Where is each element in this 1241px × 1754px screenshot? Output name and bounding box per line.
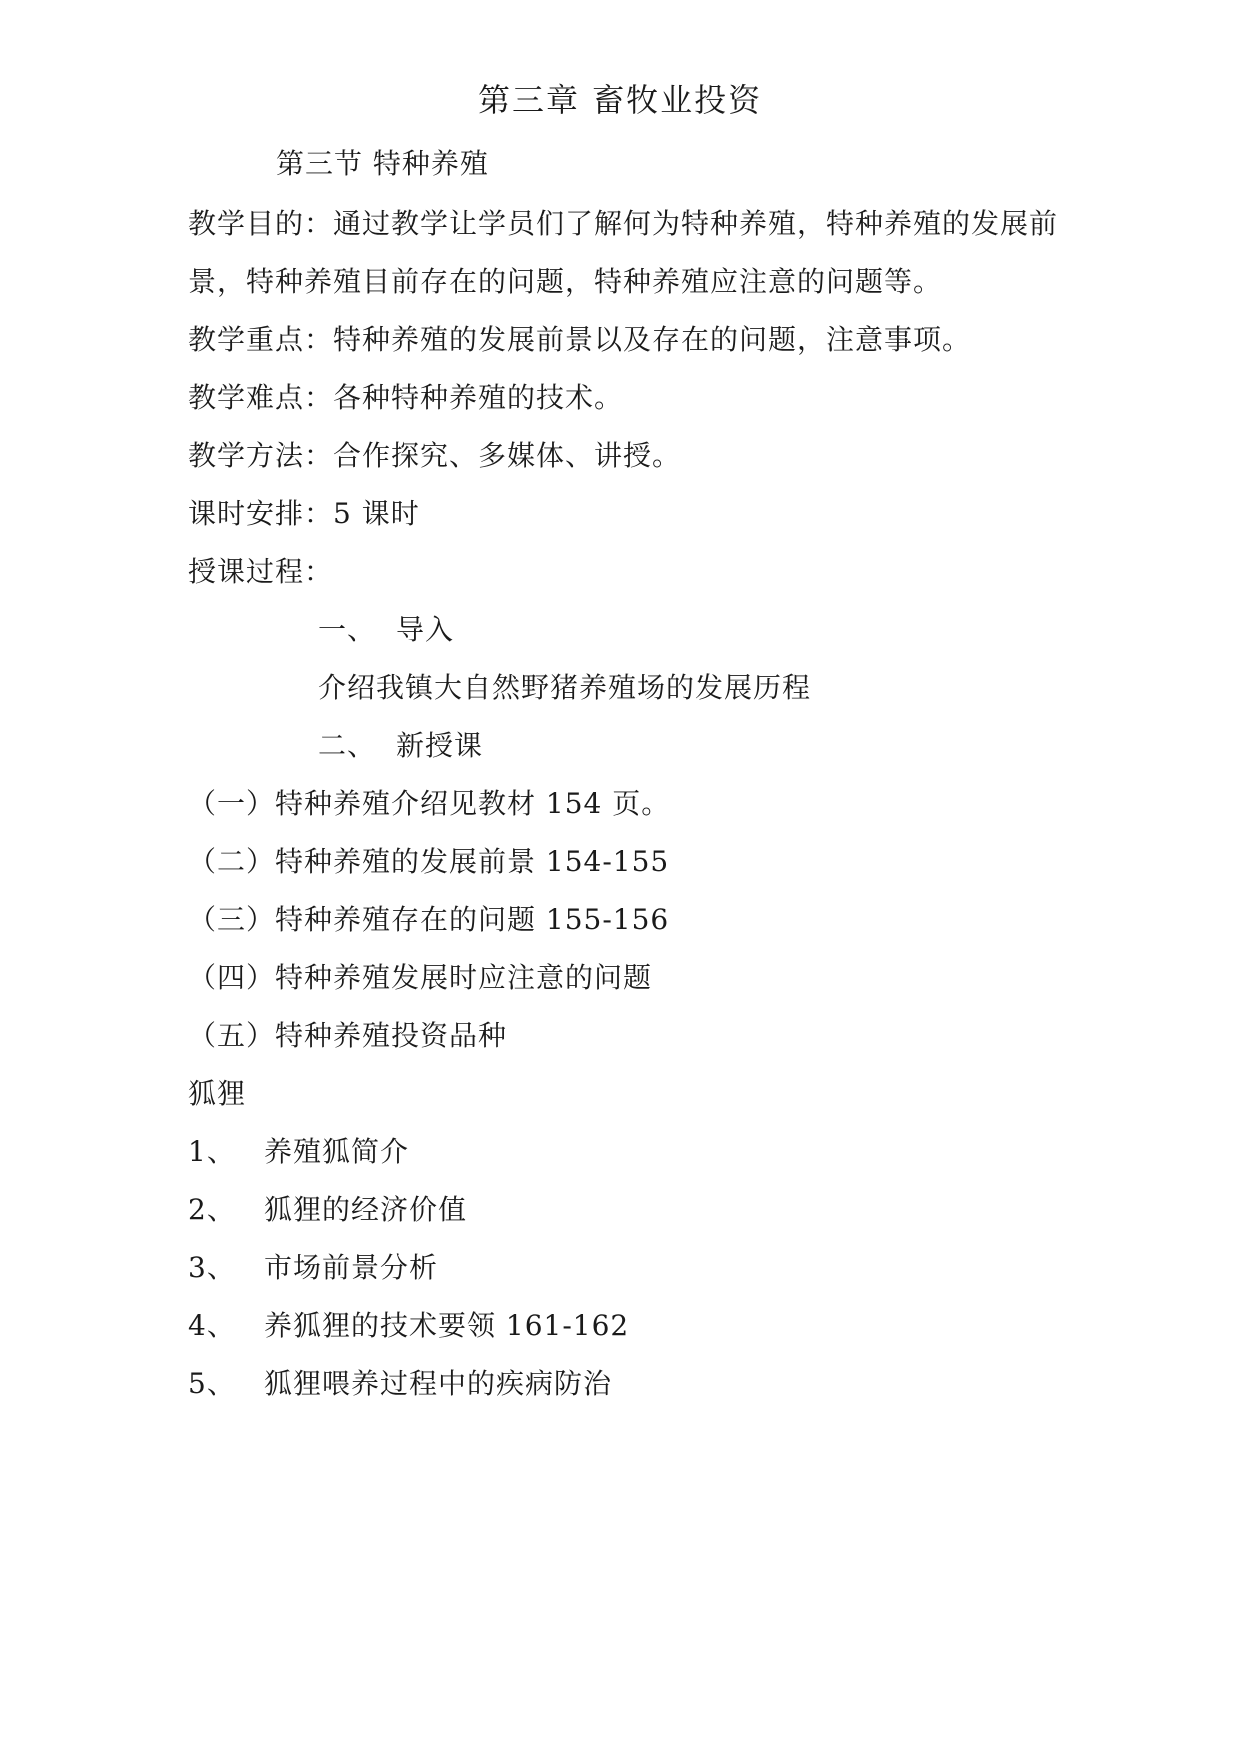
chapter-title: 第三章 畜牧业投资 xyxy=(478,81,763,119)
section-title: 第三节 特种养殖 xyxy=(276,147,489,180)
fox-item-text: 狐狸的经济价值 xyxy=(264,1193,468,1226)
key-points: 教学重点：特种养殖的发展前景以及存在的问题，注意事项。 xyxy=(188,323,972,356)
subsection-1: （一）特种养殖介绍见教材 154 页。 xyxy=(188,787,671,820)
fox-item-number: 5、 xyxy=(188,1367,236,1400)
difficulties: 教学难点：各种特种养殖的技术。 xyxy=(188,381,624,414)
part-1-number: 一、 xyxy=(318,613,377,646)
objective-line-1: 教学目的：通过教学让学员们了解何为特种养殖，特种养殖的发展前 xyxy=(188,207,1059,240)
fox-item-number: 3、 xyxy=(188,1251,236,1284)
fox-item-5 xyxy=(188,1364,612,1404)
fox-item-4 xyxy=(188,1306,629,1346)
part-2-number: 二、 xyxy=(318,729,377,762)
subsection-5: （五）特种养殖投资品种 xyxy=(188,1019,508,1052)
fox-item-number: 2、 xyxy=(188,1193,236,1226)
subsection-2: （二）特种养殖的发展前景 154-155 xyxy=(188,845,670,878)
part-2-heading xyxy=(318,726,483,766)
species-heading: 狐狸 xyxy=(188,1077,247,1110)
schedule: 课时安排：5 课时 xyxy=(188,497,420,530)
process-label: 授课过程： xyxy=(188,555,334,588)
fox-item-text: 养殖狐简介 xyxy=(264,1135,410,1168)
fox-item-number: 4、 xyxy=(188,1309,236,1342)
part-1-label: 导入 xyxy=(396,613,455,646)
part-1-heading xyxy=(318,610,454,650)
part-2-label: 新授课 xyxy=(396,729,484,762)
intro-text: 介绍我镇大自然野猪养殖场的发展历程 xyxy=(318,671,812,704)
teaching-methods: 教学方法：合作探究、多媒体、讲授。 xyxy=(188,439,682,472)
fox-item-text: 狐狸喂养过程中的疾病防治 xyxy=(264,1367,613,1400)
fox-item-3 xyxy=(188,1248,438,1288)
subsection-4: （四）特种养殖发展时应注意的问题 xyxy=(188,961,653,994)
fox-item-2 xyxy=(188,1190,467,1230)
fox-item-number: 1、 xyxy=(188,1135,236,1168)
fox-item-text: 市场前景分析 xyxy=(264,1251,439,1284)
objective-line-2: 景，特种养殖目前存在的问题，特种养殖应注意的问题等。 xyxy=(188,265,943,298)
subsection-3: （三）特种养殖存在的问题 155-156 xyxy=(188,903,670,936)
fox-item-text: 养狐狸的技术要领 161-162 xyxy=(264,1309,630,1342)
fox-item-1 xyxy=(188,1132,409,1172)
